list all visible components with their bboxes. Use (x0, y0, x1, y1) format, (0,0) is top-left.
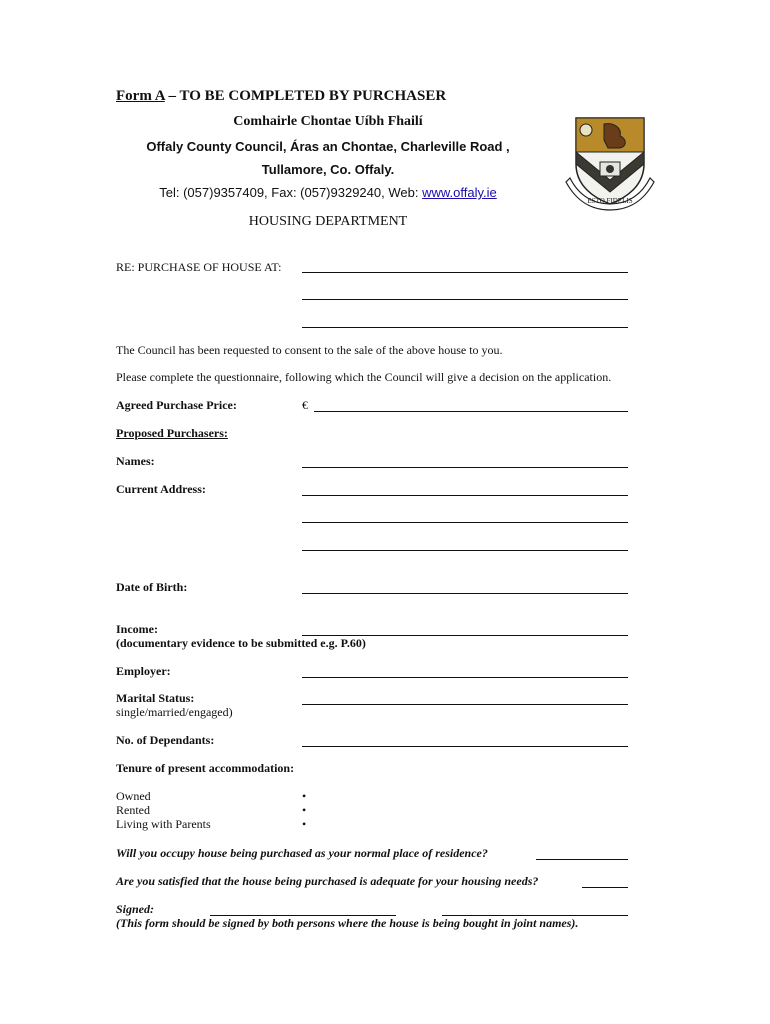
question-adequate: Are you satisfied that the house being purchased is adequate for your housing needs? (116, 874, 539, 888)
property-address-line-3[interactable] (302, 313, 628, 328)
signature-note: (This form should be signed by both persons where the house is being bought in joint names). (116, 916, 579, 930)
names-field[interactable] (302, 453, 628, 468)
answer-adequate-field[interactable] (582, 873, 628, 888)
tenure-bullet-owned[interactable]: • (302, 789, 307, 803)
council-crest-icon (564, 112, 656, 216)
price-label: Agreed Purchase Price: (116, 398, 237, 412)
current-address-line-1[interactable] (302, 481, 628, 496)
signature-field-1[interactable] (210, 901, 396, 916)
intro-paragraph-2: Please complete the questionnaire, following which the Council will give a decision on the application. (116, 370, 612, 384)
form-title (116, 88, 446, 105)
employer-label: Employer: (116, 664, 171, 678)
current-address-line-3[interactable] (302, 536, 628, 551)
names-label: Names: (116, 454, 155, 468)
tenure-option-parents: Living with Parents (116, 817, 211, 831)
proposed-purchasers-heading: Proposed Purchasers: (116, 426, 228, 440)
website-link[interactable]: www.offaly.ie (422, 185, 497, 200)
form-title-text: – TO BE COMPLETED BY PURCHASER (164, 88, 447, 104)
irish-council-name: Comhairle Chontae Uíbh Fhailí (233, 114, 423, 129)
price-field[interactable] (314, 397, 628, 412)
dependants-label: No. of Dependants: (116, 733, 215, 747)
currency-symbol: € (302, 398, 308, 412)
marital-status-note: single/married/engaged) (116, 705, 233, 719)
marital-status-label: Marital Status: (116, 691, 195, 705)
address-line-2: Tullamore, Co. Offaly. (261, 162, 395, 177)
dependants-field[interactable] (302, 732, 628, 747)
income-field[interactable] (302, 621, 628, 636)
contact-text: Tel: (057)9357409, Fax: (057)9329240, Web: (159, 185, 423, 200)
income-note: (documentary evidence to be submitted e.g. P.60) (116, 636, 366, 650)
tenure-option-owned: Owned (116, 789, 151, 803)
income-label: Income: (116, 622, 158, 636)
answer-occupy-field[interactable] (536, 845, 628, 860)
question-occupy: Will you occupy house being purchased as your normal place of residence? (116, 846, 488, 860)
property-address-line-1[interactable] (302, 258, 628, 273)
current-address-label: Current Address: (116, 482, 206, 496)
tenure-bullet-rented[interactable]: • (302, 803, 307, 817)
signed-label: Signed: (116, 902, 155, 916)
marital-status-field[interactable] (302, 690, 628, 705)
dob-label: Date of Birth: (116, 580, 188, 594)
property-address-line-2[interactable] (302, 285, 628, 300)
tenure-bullet-parents[interactable]: • (302, 817, 307, 831)
form-label: Form A (116, 88, 165, 104)
re-label: RE: PURCHASE OF HOUSE AT: (116, 260, 282, 274)
signature-field-2[interactable] (442, 901, 628, 916)
department-heading: HOUSING DEPARTMENT (248, 214, 408, 229)
contact-line (0, 185, 656, 200)
intro-paragraph-1: The Council has been requested to consent to the sale of the above house to you. (116, 343, 503, 357)
current-address-line-2[interactable] (302, 508, 628, 523)
tenure-option-rented: Rented (116, 803, 150, 817)
crest-motto: ESTO FIDELIS (587, 197, 633, 205)
tenure-heading: Tenure of present accommodation: (116, 761, 295, 775)
dob-field[interactable] (302, 579, 628, 594)
address-line-1: Offaly County Council, Áras an Chontae, Charleville Road , (146, 139, 510, 154)
employer-field[interactable] (302, 663, 628, 678)
